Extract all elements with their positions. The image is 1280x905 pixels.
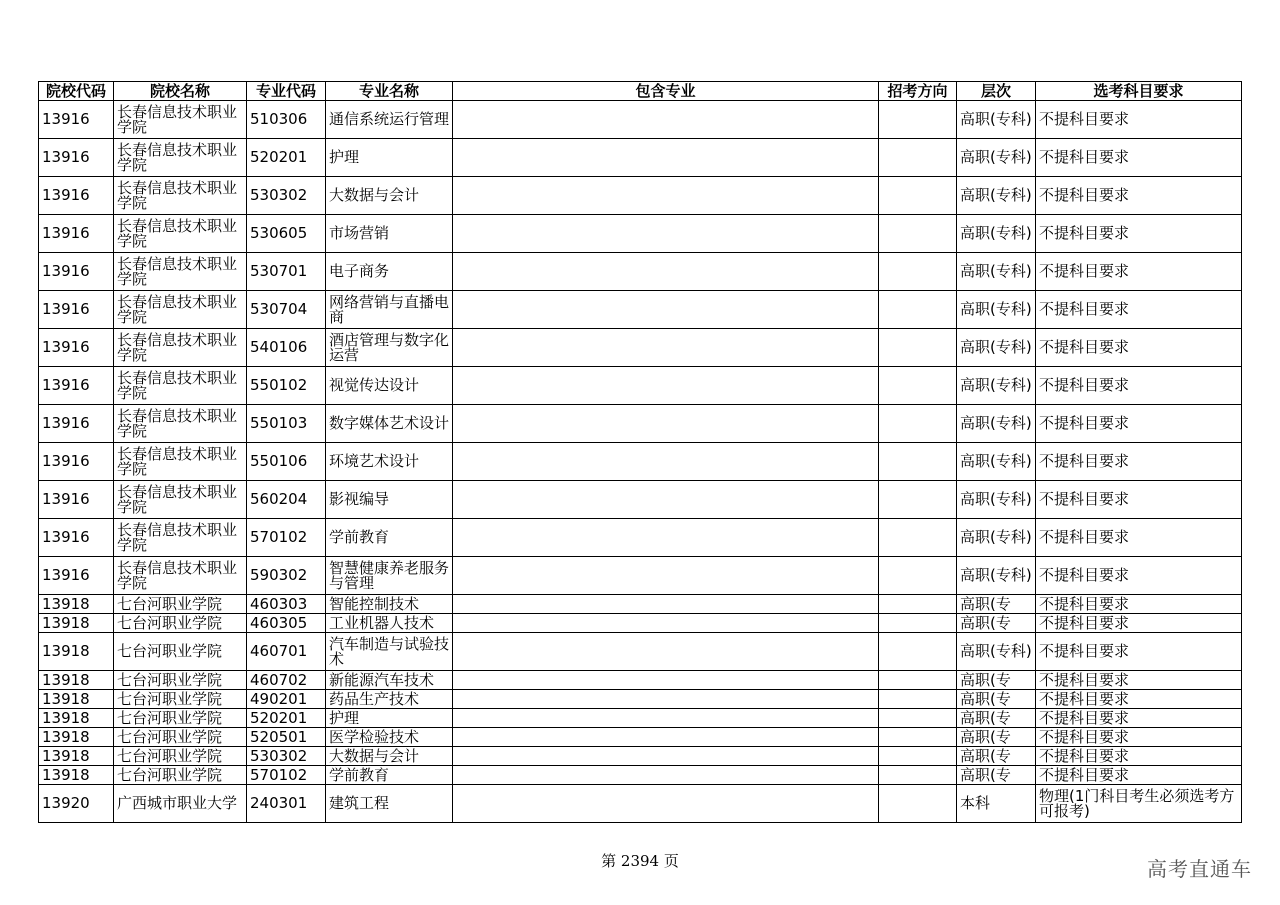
cell-major-name: 护理 [326,709,453,728]
cell-subject-requirement: 不提科目要求 [1036,443,1242,481]
cell-direction [879,614,957,633]
cell-major-name: 智能控制技术 [326,595,453,614]
cell-level: 高职(专 [957,747,1036,766]
cell-major-code: 460305 [247,614,326,633]
cell-direction [879,253,957,291]
cell-school-name: 七台河职业学院 [114,766,247,785]
cell-direction [879,728,957,747]
cell-level: 高职(专科) [957,101,1036,139]
cell-major-code: 530302 [247,177,326,215]
cell-direction [879,329,957,367]
cell-major-name: 工业机器人技术 [326,614,453,633]
cell-major-name: 市场营销 [326,215,453,253]
cell-subject-requirement: 不提科目要求 [1036,709,1242,728]
cell-included-majors [453,728,879,747]
table-row [39,405,1242,443]
cell-major-name: 视觉传达设计 [326,367,453,405]
table-row [39,291,1242,329]
cell-school-code: 13918 [39,766,114,785]
cell-school-code: 13918 [39,595,114,614]
cell-subject-requirement: 不提科目要求 [1036,557,1242,595]
cell-direction [879,405,957,443]
cell-major-name: 护理 [326,139,453,177]
table-row [39,766,1242,785]
cell-included-majors [453,519,879,557]
cell-school-code: 13916 [39,557,114,595]
cell-level: 高职(专科) [957,139,1036,177]
cell-direction [879,443,957,481]
cell-level: 高职(专 [957,709,1036,728]
cell-subject-requirement: 不提科目要求 [1036,101,1242,139]
cell-major-code: 560204 [247,481,326,519]
table-row [39,139,1242,177]
cell-subject-requirement: 不提科目要求 [1036,595,1242,614]
cell-included-majors [453,443,879,481]
cell-major-code: 550102 [247,367,326,405]
cell-level: 高职(专 [957,595,1036,614]
cell-included-majors [453,291,879,329]
cell-major-name: 大数据与会计 [326,177,453,215]
header-major-code: 专业代码 [247,82,326,101]
cell-school-code: 13916 [39,291,114,329]
cell-school-code: 13918 [39,709,114,728]
cell-included-majors [453,633,879,671]
cell-direction [879,671,957,690]
cell-subject-requirement: 不提科目要求 [1036,614,1242,633]
cell-school-name: 七台河职业学院 [114,709,247,728]
cell-subject-requirement: 不提科目要求 [1036,367,1242,405]
table-row [39,633,1242,671]
cell-direction [879,709,957,728]
cell-major-name: 建筑工程 [326,785,453,823]
cell-major-code: 520201 [247,709,326,728]
cell-subject-requirement: 不提科目要求 [1036,253,1242,291]
cell-direction [879,101,957,139]
cell-direction [879,595,957,614]
cell-school-name: 长春信息技术职业学院 [114,215,247,253]
cell-level: 高职(专 [957,690,1036,709]
cell-included-majors [453,329,879,367]
cell-subject-requirement: 不提科目要求 [1036,519,1242,557]
header-level: 层次 [957,82,1036,101]
cell-subject-requirement: 不提科目要求 [1036,405,1242,443]
cell-school-name: 长春信息技术职业学院 [114,557,247,595]
table-row [39,519,1242,557]
cell-included-majors [453,785,879,823]
cell-school-code: 13918 [39,614,114,633]
cell-included-majors [453,253,879,291]
cell-level: 高职(专科) [957,215,1036,253]
cell-school-code: 13916 [39,139,114,177]
cell-major-name: 网络营销与直播电商 [326,291,453,329]
cell-major-code: 460303 [247,595,326,614]
header-school-code: 院校代码 [39,82,114,101]
cell-major-code: 240301 [247,785,326,823]
cell-school-code: 13916 [39,481,114,519]
cell-included-majors [453,139,879,177]
cell-direction [879,481,957,519]
cell-direction [879,747,957,766]
cell-major-name: 环境艺术设计 [326,443,453,481]
cell-major-name: 影视编导 [326,481,453,519]
cell-included-majors [453,101,879,139]
cell-school-code: 13920 [39,785,114,823]
cell-direction [879,367,957,405]
cell-direction [879,766,957,785]
cell-major-name: 通信系统运行管理 [326,101,453,139]
cell-major-code: 510306 [247,101,326,139]
cell-major-name: 智慧健康养老服务与管理 [326,557,453,595]
cell-major-code: 570102 [247,519,326,557]
table-row [39,595,1242,614]
cell-included-majors [453,557,879,595]
page-number: 第 2394 页 [601,852,679,870]
cell-school-name: 长春信息技术职业学院 [114,139,247,177]
cell-subject-requirement: 不提科目要求 [1036,177,1242,215]
cell-included-majors [453,614,879,633]
cell-major-name: 药品生产技术 [326,690,453,709]
cell-subject-requirement: 不提科目要求 [1036,215,1242,253]
cell-major-name: 数字媒体艺术设计 [326,405,453,443]
cell-school-name: 广西城市职业大学 [114,785,247,823]
header-major-name: 专业名称 [326,82,453,101]
cell-level: 高职(专科) [957,557,1036,595]
cell-subject-requirement: 物理(1门科目考生必须选考方可报考) [1036,785,1242,823]
cell-school-name: 长春信息技术职业学院 [114,101,247,139]
cell-school-code: 13918 [39,690,114,709]
cell-major-name: 酒店管理与数字化运营 [326,329,453,367]
cell-subject-requirement: 不提科目要求 [1036,766,1242,785]
table-row [39,728,1242,747]
cell-included-majors [453,177,879,215]
cell-subject-requirement: 不提科目要求 [1036,671,1242,690]
cell-major-name: 医学检验技术 [326,728,453,747]
table-row [39,747,1242,766]
cell-direction [879,291,957,329]
table-row [39,709,1242,728]
cell-major-code: 460702 [247,671,326,690]
cell-major-name: 大数据与会计 [326,747,453,766]
cell-subject-requirement: 不提科目要求 [1036,728,1242,747]
cell-level: 高职(专科) [957,405,1036,443]
cell-school-code: 13916 [39,177,114,215]
cell-school-code: 13916 [39,367,114,405]
table-row [39,329,1242,367]
cell-included-majors [453,215,879,253]
cell-level: 高职(专科) [957,519,1036,557]
cell-school-name: 七台河职业学院 [114,633,247,671]
cell-subject-requirement: 不提科目要求 [1036,329,1242,367]
cell-direction [879,177,957,215]
cell-school-name: 七台河职业学院 [114,690,247,709]
cell-level: 高职(专 [957,728,1036,747]
cell-school-name: 长春信息技术职业学院 [114,253,247,291]
cell-level: 高职(专科) [957,291,1036,329]
cell-school-name: 七台河职业学院 [114,671,247,690]
cell-school-code: 13918 [39,671,114,690]
cell-level: 高职(专科) [957,329,1036,367]
cell-school-name: 长春信息技术职业学院 [114,177,247,215]
cell-major-code: 530701 [247,253,326,291]
cell-school-name: 七台河职业学院 [114,747,247,766]
cell-subject-requirement: 不提科目要求 [1036,139,1242,177]
cell-direction [879,690,957,709]
cell-direction [879,519,957,557]
cell-included-majors [453,367,879,405]
cell-school-code: 13916 [39,101,114,139]
cell-major-name: 学前教育 [326,766,453,785]
watermark: 高考直通车 [1147,857,1252,881]
cell-school-name: 长春信息技术职业学院 [114,481,247,519]
cell-subject-requirement: 不提科目要求 [1036,633,1242,671]
cell-school-name: 长春信息技术职业学院 [114,519,247,557]
cell-level: 高职(专科) [957,253,1036,291]
header-direction: 招考方向 [879,82,957,101]
cell-school-name: 长春信息技术职业学院 [114,367,247,405]
cell-direction [879,139,957,177]
cell-direction [879,215,957,253]
cell-included-majors [453,766,879,785]
cell-major-code: 540106 [247,329,326,367]
cell-included-majors [453,690,879,709]
header-subject-requirement: 选考科目要求 [1036,82,1242,101]
cell-subject-requirement: 不提科目要求 [1036,690,1242,709]
cell-school-name: 长春信息技术职业学院 [114,443,247,481]
cell-level: 高职(专 [957,614,1036,633]
table-row [39,785,1242,823]
header-included-majors: 包含专业 [453,82,879,101]
cell-included-majors [453,747,879,766]
cell-subject-requirement: 不提科目要求 [1036,291,1242,329]
cell-included-majors [453,671,879,690]
table-row [39,215,1242,253]
table-row [39,253,1242,291]
table-body [39,101,1242,823]
cell-major-code: 520501 [247,728,326,747]
cell-included-majors [453,709,879,728]
cell-major-code: 460701 [247,633,326,671]
cell-school-code: 13916 [39,519,114,557]
cell-major-code: 530605 [247,215,326,253]
cell-major-code: 590302 [247,557,326,595]
cell-major-name: 电子商务 [326,253,453,291]
table-row [39,177,1242,215]
cell-school-code: 13918 [39,728,114,747]
cell-school-name: 长春信息技术职业学院 [114,291,247,329]
cell-level: 高职(专科) [957,633,1036,671]
cell-school-name: 长春信息技术职业学院 [114,405,247,443]
table-row [39,101,1242,139]
cell-major-code: 570102 [247,766,326,785]
table-row [39,614,1242,633]
cell-major-code: 530704 [247,291,326,329]
cell-level: 高职(专科) [957,367,1036,405]
cell-major-code: 550103 [247,405,326,443]
table-row [39,690,1242,709]
cell-school-name: 七台河职业学院 [114,595,247,614]
cell-major-code: 490201 [247,690,326,709]
table-row [39,443,1242,481]
cell-school-code: 13916 [39,215,114,253]
cell-major-code: 530302 [247,747,326,766]
cell-school-code: 13916 [39,253,114,291]
cell-school-code: 13916 [39,443,114,481]
cell-subject-requirement: 不提科目要求 [1036,481,1242,519]
cell-direction [879,785,957,823]
cell-school-code: 13916 [39,329,114,367]
cell-major-code: 520201 [247,139,326,177]
cell-level: 高职(专 [957,766,1036,785]
cell-school-name: 七台河职业学院 [114,728,247,747]
table-row [39,481,1242,519]
cell-direction [879,557,957,595]
cell-school-code: 13918 [39,633,114,671]
cell-level: 高职(专 [957,671,1036,690]
cell-major-name: 学前教育 [326,519,453,557]
table-row [39,557,1242,595]
cell-level: 高职(专科) [957,443,1036,481]
header-school-name: 院校名称 [114,82,247,101]
cell-major-name: 新能源汽车技术 [326,671,453,690]
cell-school-name: 长春信息技术职业学院 [114,329,247,367]
cell-school-code: 13916 [39,405,114,443]
cell-level: 本科 [957,785,1036,823]
cell-subject-requirement: 不提科目要求 [1036,747,1242,766]
cell-direction [879,633,957,671]
header-row [39,82,1242,101]
cell-major-code: 550106 [247,443,326,481]
cell-included-majors [453,481,879,519]
cell-school-code: 13918 [39,747,114,766]
cell-level: 高职(专科) [957,177,1036,215]
admissions-table [38,81,1242,823]
cell-major-name: 汽车制造与试验技术 [326,633,453,671]
cell-school-name: 七台河职业学院 [114,614,247,633]
table-row [39,367,1242,405]
cell-level: 高职(专科) [957,481,1036,519]
cell-included-majors [453,595,879,614]
cell-included-majors [453,405,879,443]
table-row [39,671,1242,690]
